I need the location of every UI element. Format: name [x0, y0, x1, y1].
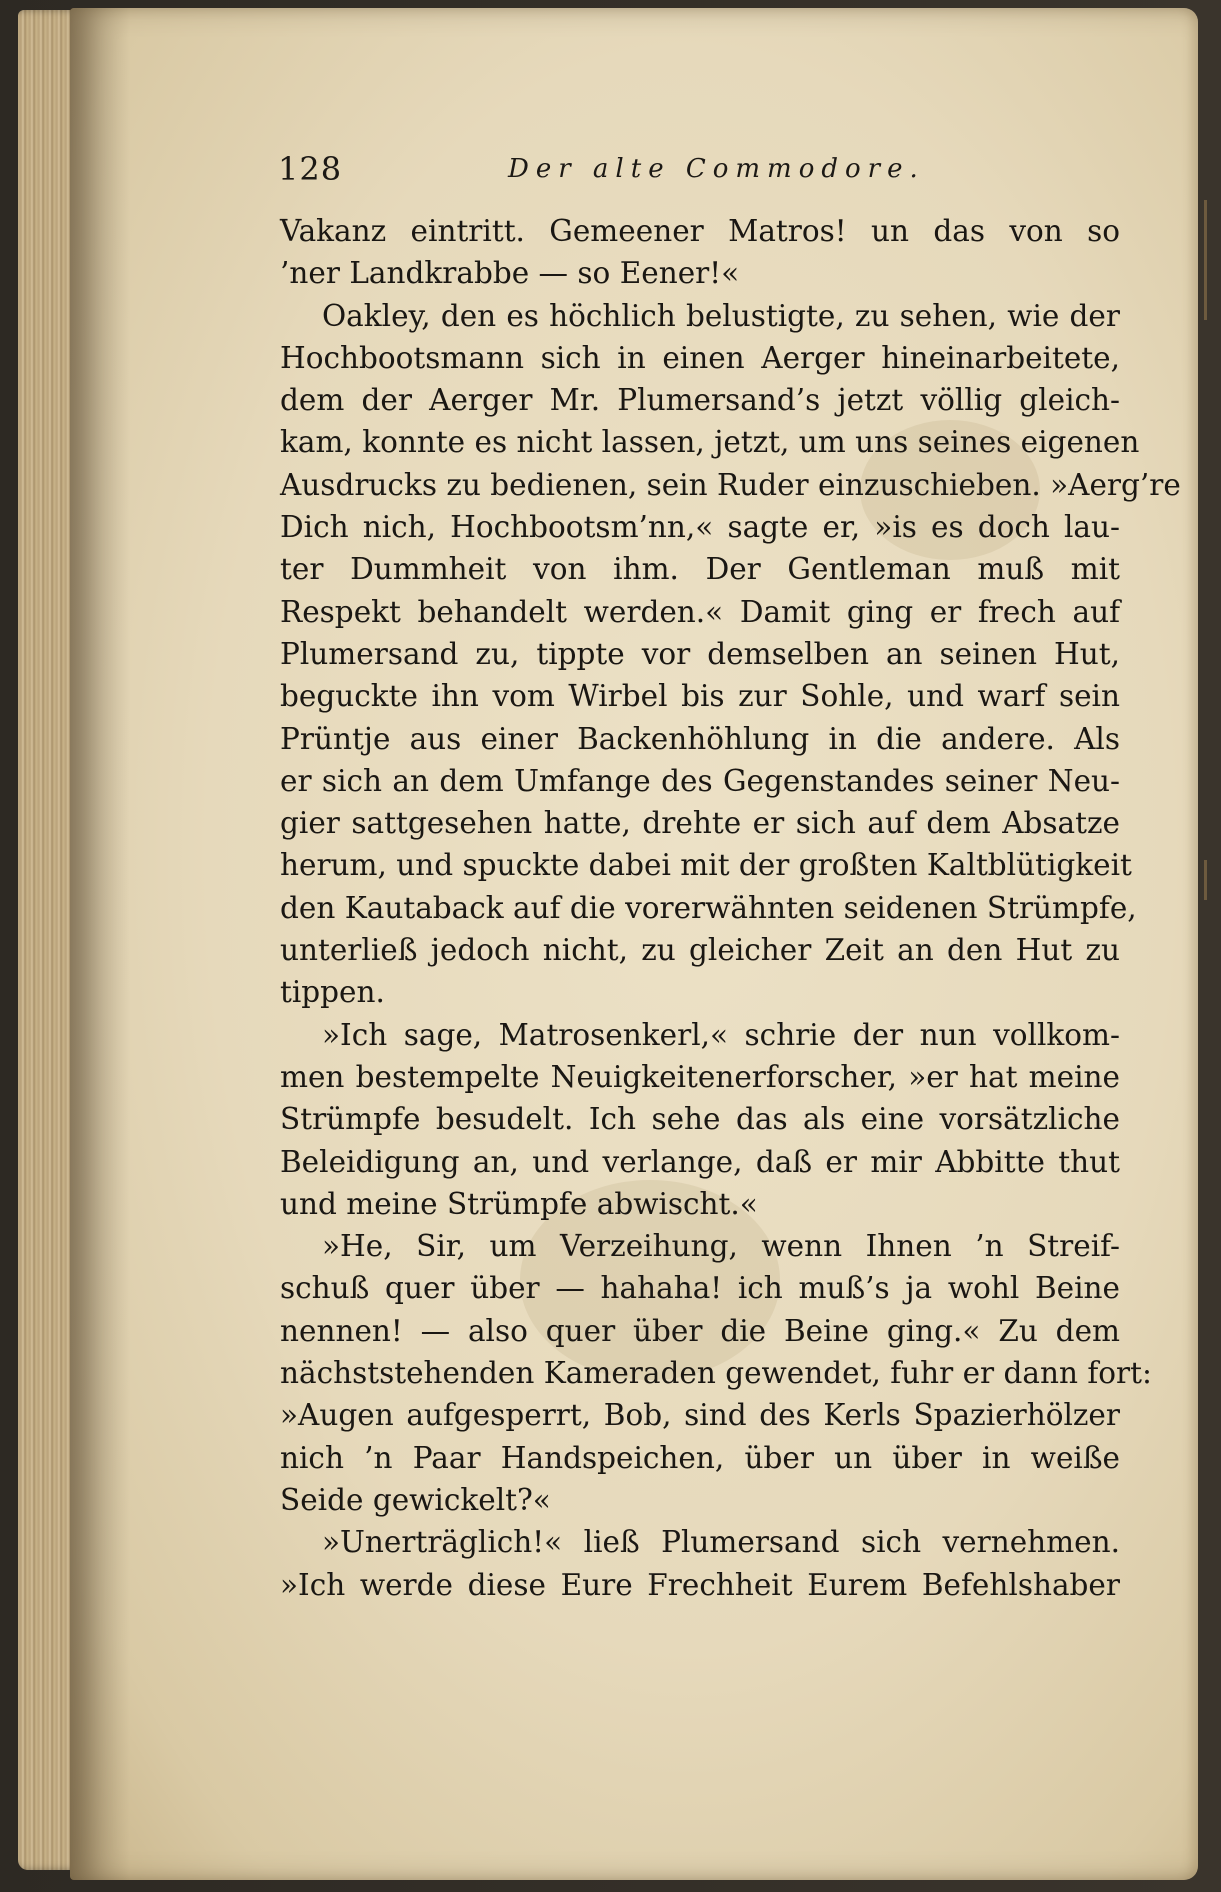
text-line: Seide gewickelt?« [280, 1482, 551, 1517]
text-line: und meine Strümpfe abwischt.« [280, 1186, 758, 1221]
page-edge-mark [1204, 860, 1207, 900]
text-line: »He, Sir, um Verzeihung, wenn Ihnen ’n Streif- [322, 1229, 1120, 1264]
text-line: nich ’n Paar Handspeichen, über un über in weiße [280, 1440, 1120, 1475]
text-line: »Augen aufgesperrt, Bob, sind des Kerls Spazierhölzer [280, 1398, 1120, 1433]
text-line: ter Dummheit von ihm. Der Gentleman muß mit [280, 552, 1120, 587]
text-line: beguckte ihn vom Wirbel bis zur Sohle, und warf sein [280, 679, 1120, 714]
text-line: men bestempelte Neuigkeitenerforscher, »er hat meine [280, 1059, 1120, 1094]
body-text [280, 210, 1181, 1606]
text-line: herum, und spuckte dabei mit der großten Kaltblütigkeit [280, 848, 1132, 883]
text-line: Vakanz eintritt. Gemeener Matros! un das von so [280, 214, 1120, 248]
text-line: tippen. [280, 975, 385, 1010]
text-line: Ausdrucks zu bedienen, sein Ruder einzuschieben. »Aerg’re [280, 467, 1181, 502]
text-line: Beleidigung an, und verlange, daß er mir Abbitte thut [280, 1144, 1120, 1179]
text-line: unterließ jedoch nicht, zu gleicher Zeit an den Hut zu [280, 933, 1120, 968]
text-line: nennen! — also quer über die Beine ging.« Zu dem [280, 1313, 1120, 1348]
running-title: Der alte Commodore. [508, 154, 925, 184]
text-line: gier sattgesehen hatte, drehte er sich auf dem Absatze [280, 806, 1120, 841]
text-line: Plumersand zu, tippte vor demselben an seinen Hut, [280, 636, 1120, 671]
text-line: Prüntje aus einer Backenhöhlung in die andere. Als [280, 721, 1120, 756]
text-line: er sich an dem Umfange des Gegenstandes seiner Neu- [280, 763, 1120, 798]
text-line: »Ich sage, Matrosenkerl,« schrie der nun vollkom- [322, 1017, 1120, 1052]
text-line: den Kautaback auf die vorerwähnten seidenen Strümpfe, [280, 890, 1137, 925]
page-number: 128 [278, 150, 343, 188]
text-line: Strümpfe besudelt. Ich sehe das als eine vorsätzliche [280, 1102, 1120, 1137]
text-line: Hochbootsmann sich in einen Aerger hineinarbeitete, [280, 340, 1120, 375]
page-edge-mark [1204, 200, 1207, 320]
text-line: kam, konnte es nicht lassen, jetzt, um uns seines eigenen [280, 425, 1140, 460]
text-line: Dich nich, Hochbootsm’nn,« sagte er, »is es doch lau- [280, 510, 1120, 545]
text-line: Oakley, den es höchlich belustigte, zu sehen, wie der [322, 298, 1120, 333]
text-line: »Ich werde diese Eure Frechheit Eurem Befehlshaber [280, 1567, 1120, 1602]
text-line: »Unerträglich!« ließ Plumersand sich vernehmen. [322, 1525, 1120, 1560]
text-line: Respekt behandelt werden.« Damit ging er frech auf [280, 594, 1120, 629]
text-line: dem der Aerger Mr. Plumersand’s jetzt völlig gleich- [280, 383, 1120, 418]
text-line: schuß quer über — hahaha! ich muß’s ja wohl Beine [280, 1271, 1120, 1306]
text-line: nächststehenden Kameraden gewendet, fuhr er dann fort: [280, 1356, 1152, 1391]
page-header [278, 150, 1118, 200]
text-line: ’ner Landkrabbe — so Eener!« [280, 256, 740, 291]
